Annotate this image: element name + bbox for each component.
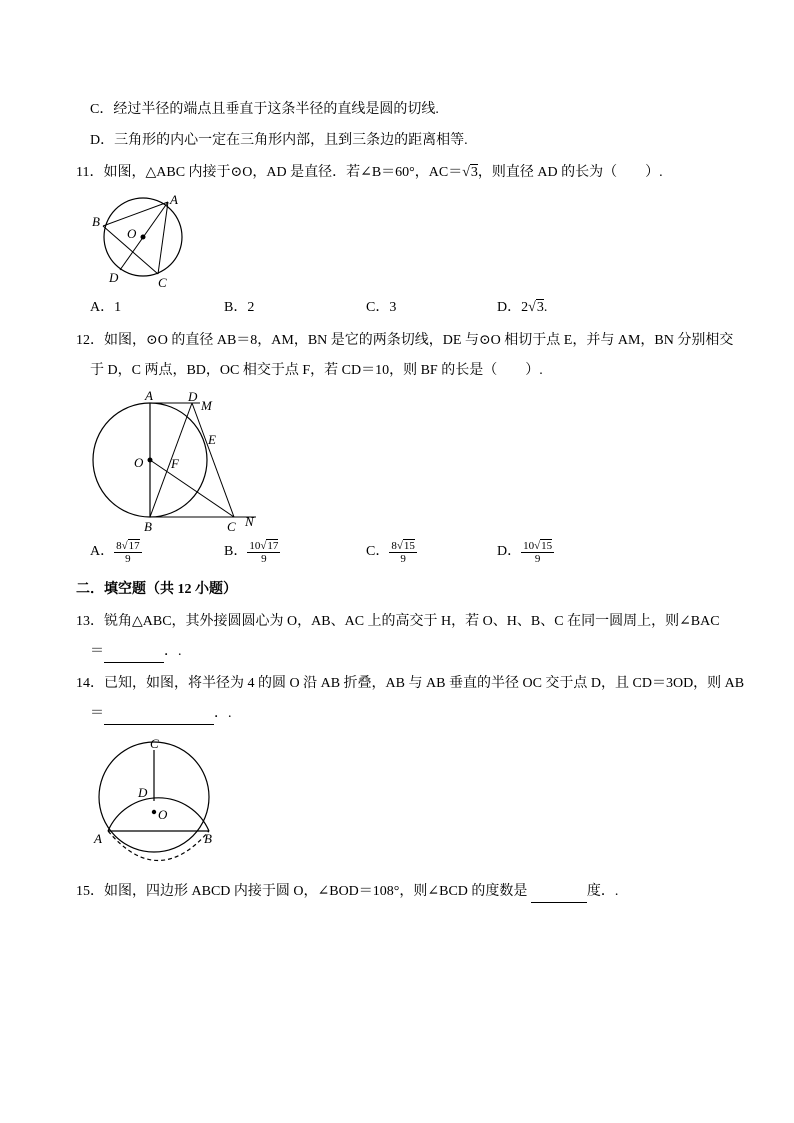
q12-label-e: E (208, 432, 216, 447)
q12-label-d: D (188, 389, 198, 404)
q11-label-d: D (109, 270, 119, 285)
q14-stem-line1: 14．已知，如图，将半径为 4 的圆 O 沿 AB 折叠，AB 与 AB 垂直的半径 OC 交于点 D，且 CD＝3OD，则 AB (76, 676, 745, 691)
q12-option-a: A． $\frac{8√17}{9}$ (90, 539, 140, 565)
q12-label-o: O (134, 455, 144, 470)
q11-stem: 11．如图，△ABC 内接于⊙O，AD 是直径．若∠B＝60°，AC＝√3，则直径 AD 的长为（ ）. (76, 165, 663, 180)
q11-label-a: A (170, 192, 178, 207)
q12-stem-line2: 于 D，C 两点，BD，OC 相交于点 F，若 CD＝10，则 BF 的长是（ ）. (90, 363, 543, 378)
q12-option-c: C． $\frac{8√15}{9}$ (366, 539, 415, 565)
q12-label-f: F (171, 456, 179, 471)
q12-option-b: B． $\frac{10√17}{9}$ (224, 539, 279, 565)
q14-figure (88, 735, 228, 870)
q11-option-c: C．3 (366, 300, 397, 315)
q13-answer-blank[interactable] (104, 642, 164, 663)
q13-stem-line1: 13．锐角△ABC，其外接圆圆心为 O，AB、AC 上的高交于 H，若 O、H、B、C 在同一圆周上，则∠BAC (76, 614, 720, 629)
q10-option-d: D．三角形的内心一定在三角形内部，且到三条边的距离相等. (90, 133, 468, 148)
q14-label-o: O (158, 807, 168, 822)
q12-option-a-fraction: $\frac{8√17}{9}$ (116, 539, 140, 565)
q14-label-d: D (138, 785, 148, 800)
q14-label-b: B (204, 831, 212, 846)
q12-option-c-fraction: $\frac{8√15}{9}$ (391, 539, 415, 565)
q11-option-a: A．1 (90, 300, 122, 315)
q14-label-c: C (150, 736, 159, 751)
q11-option-b: B．2 (224, 300, 255, 315)
q12-label-a: A (145, 388, 153, 403)
q12-option-d-fraction: $\frac{10√15}{9}$ (523, 539, 553, 565)
q11-label-o: O (127, 226, 137, 241)
q12-option-b-fraction: $\frac{10√17}{9}$ (249, 539, 279, 565)
q12-option-d: D． $\frac{10√15}{9}$ (497, 539, 553, 565)
q11-label-b: B (92, 214, 100, 229)
q11-label-c: C (158, 275, 167, 290)
q12-label-c: C (227, 519, 236, 534)
q11-option-d: D．2√3. (497, 300, 548, 315)
section-title: 二．填空题（共 12 小题） (76, 582, 237, 597)
q12-label-n: N (245, 514, 254, 529)
q15-answer-blank[interactable] (531, 882, 587, 903)
q12-stem-line1: 12．如图，⊙O 的直径 AB＝8，AM，BN 是它的两条切线，DE 与⊙O 相切于点 E，并与 AM，BN 分别相交 (76, 333, 734, 348)
q14-answer-blank[interactable] (104, 704, 214, 725)
q12-label-m: M (201, 398, 212, 413)
q12-label-b: B (144, 519, 152, 534)
q13-stem-line2: ＝ ．. (90, 642, 182, 663)
q12-figure (88, 387, 268, 532)
sqrt-sign: √ (462, 165, 470, 180)
q10-option-c: C．经过半径的端点且垂直于这条半径的直线是圆的切线. (90, 102, 439, 117)
q14-label-a: A (94, 831, 102, 846)
q11-figure (88, 190, 198, 290)
q15-stem: 15．如图，四边形 ABCD 内接于圆 O，∠BOD＝108°，则∠BCD 的度数是 度．. (76, 882, 618, 903)
q14-stem-line2: ＝ ．. (90, 704, 232, 725)
